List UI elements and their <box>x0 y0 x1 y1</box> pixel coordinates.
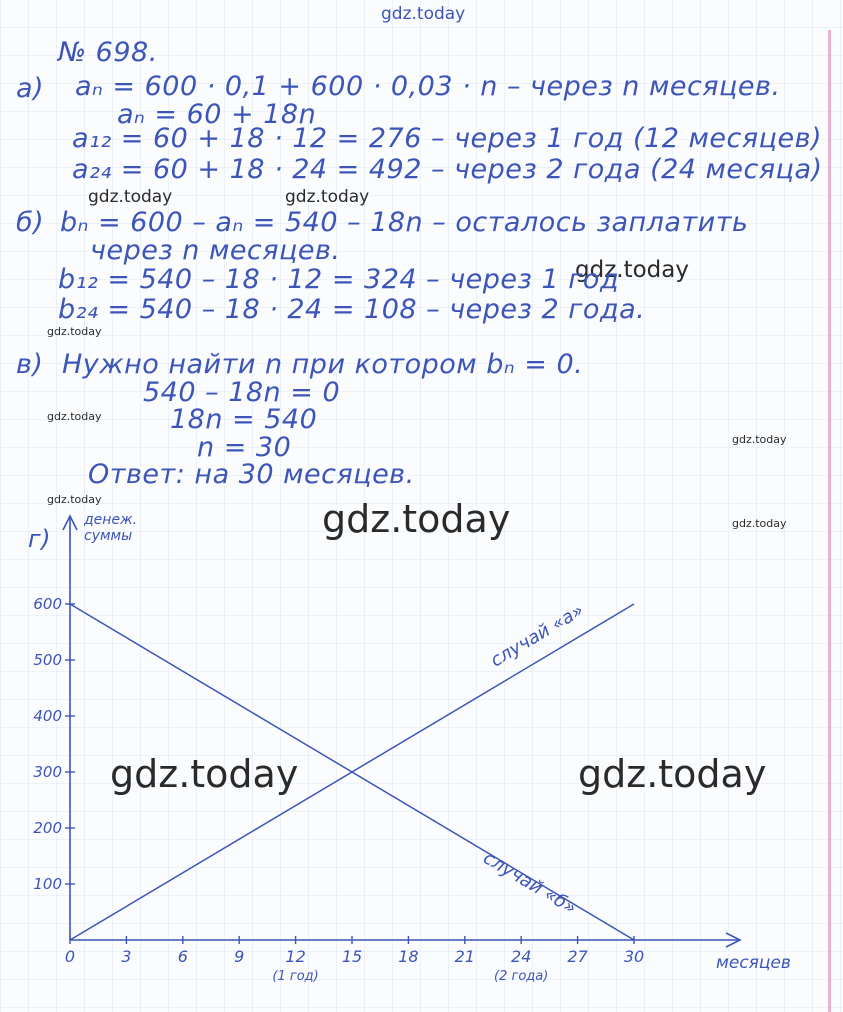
watermark: gdz.today <box>47 493 102 506</box>
part-b-line2: через n месяцев. <box>90 235 341 266</box>
x-tick-label: 9 <box>234 947 245 966</box>
watermark: gdz.today <box>732 517 787 530</box>
watermark: gdz.today <box>110 752 299 796</box>
part-a-line3: a₁₂ = 60 + 18 · 12 = 276 – через 1 год (12 месяцев) <box>72 123 823 154</box>
watermark-top: gdz.today <box>381 4 466 24</box>
part-a-line1: aₙ = 600 · 0,1 + 600 · 0,03 · n – через n месяцев. <box>75 71 781 102</box>
chart-root <box>33 512 791 984</box>
part-v-line3: 18n = 540 <box>170 404 318 435</box>
x-tick-label: 0 <box>64 947 76 966</box>
part-v-line4: n = 30 <box>197 432 292 463</box>
part-b-line4: b₂₄ = 540 – 18 · 24 = 108 – через 2 года. <box>58 294 646 325</box>
x-tick-label: 3 <box>121 947 132 966</box>
part-a-line4: a₂₄ = 60 + 18 · 24 = 492 – через 2 года (24 месяца) <box>72 154 823 185</box>
watermark: gdz.today <box>47 325 102 338</box>
problem-number: № 698. <box>58 37 158 68</box>
watermark: gdz.today <box>578 752 767 796</box>
part-b-letter: б) <box>16 207 45 238</box>
x-tick-label: 15 <box>341 947 363 966</box>
x-tick-label: 12 <box>285 947 306 966</box>
y-axis-label: денеж. <box>84 512 138 528</box>
part-a-line2: aₙ = 60 + 18n <box>117 99 317 130</box>
y-tick-label: 200 <box>33 819 62 837</box>
y-tick-label: 400 <box>33 707 62 725</box>
series-label: случай «б» <box>479 847 580 919</box>
watermark: gdz.today <box>322 497 511 541</box>
watermark: gdz.today <box>575 257 689 283</box>
watermark: gdz.today <box>47 410 102 423</box>
watermark: gdz.today <box>88 187 173 207</box>
watermark: gdz.today <box>732 433 787 446</box>
x-tick-label: 21 <box>454 947 475 966</box>
watermark: gdz.today <box>285 187 370 207</box>
x-tick-label: 30 <box>623 947 645 966</box>
y-tick-label: 500 <box>33 651 62 669</box>
part-b-line3: b₁₂ = 540 – 18 · 12 = 324 – через 1 год <box>58 264 620 295</box>
x-tick-label: 18 <box>398 947 419 966</box>
part-a-letter: а) <box>16 73 45 104</box>
part-b-line1: bₙ = 600 – aₙ = 540 – 18n – осталось заплатить <box>60 207 749 238</box>
part-v-line2: 540 – 18n = 0 <box>143 377 341 408</box>
part-v-letter: в) <box>16 349 44 380</box>
y-tick-label: 300 <box>33 763 62 781</box>
part-v-line1: Нужно найти n при котором bₙ = 0. <box>62 349 584 380</box>
x-tick-label: 6 <box>177 947 188 966</box>
x-axis-label: месяцев <box>716 953 791 973</box>
part-v-answer: Ответ: на 30 месяцев. <box>88 459 415 490</box>
x-tick-label: 24 <box>511 947 532 966</box>
x-tick-note: (2 года) <box>494 969 549 984</box>
series-label: случай «а» <box>486 599 588 672</box>
y-tick-label: 600 <box>33 595 62 613</box>
x-tick-label: 27 <box>567 947 588 966</box>
y-axis-label-2: суммы <box>84 528 133 544</box>
part-g-letter: г) <box>28 525 51 553</box>
y-tick-label: 100 <box>33 875 62 893</box>
x-tick-note: (1 год) <box>272 969 319 984</box>
